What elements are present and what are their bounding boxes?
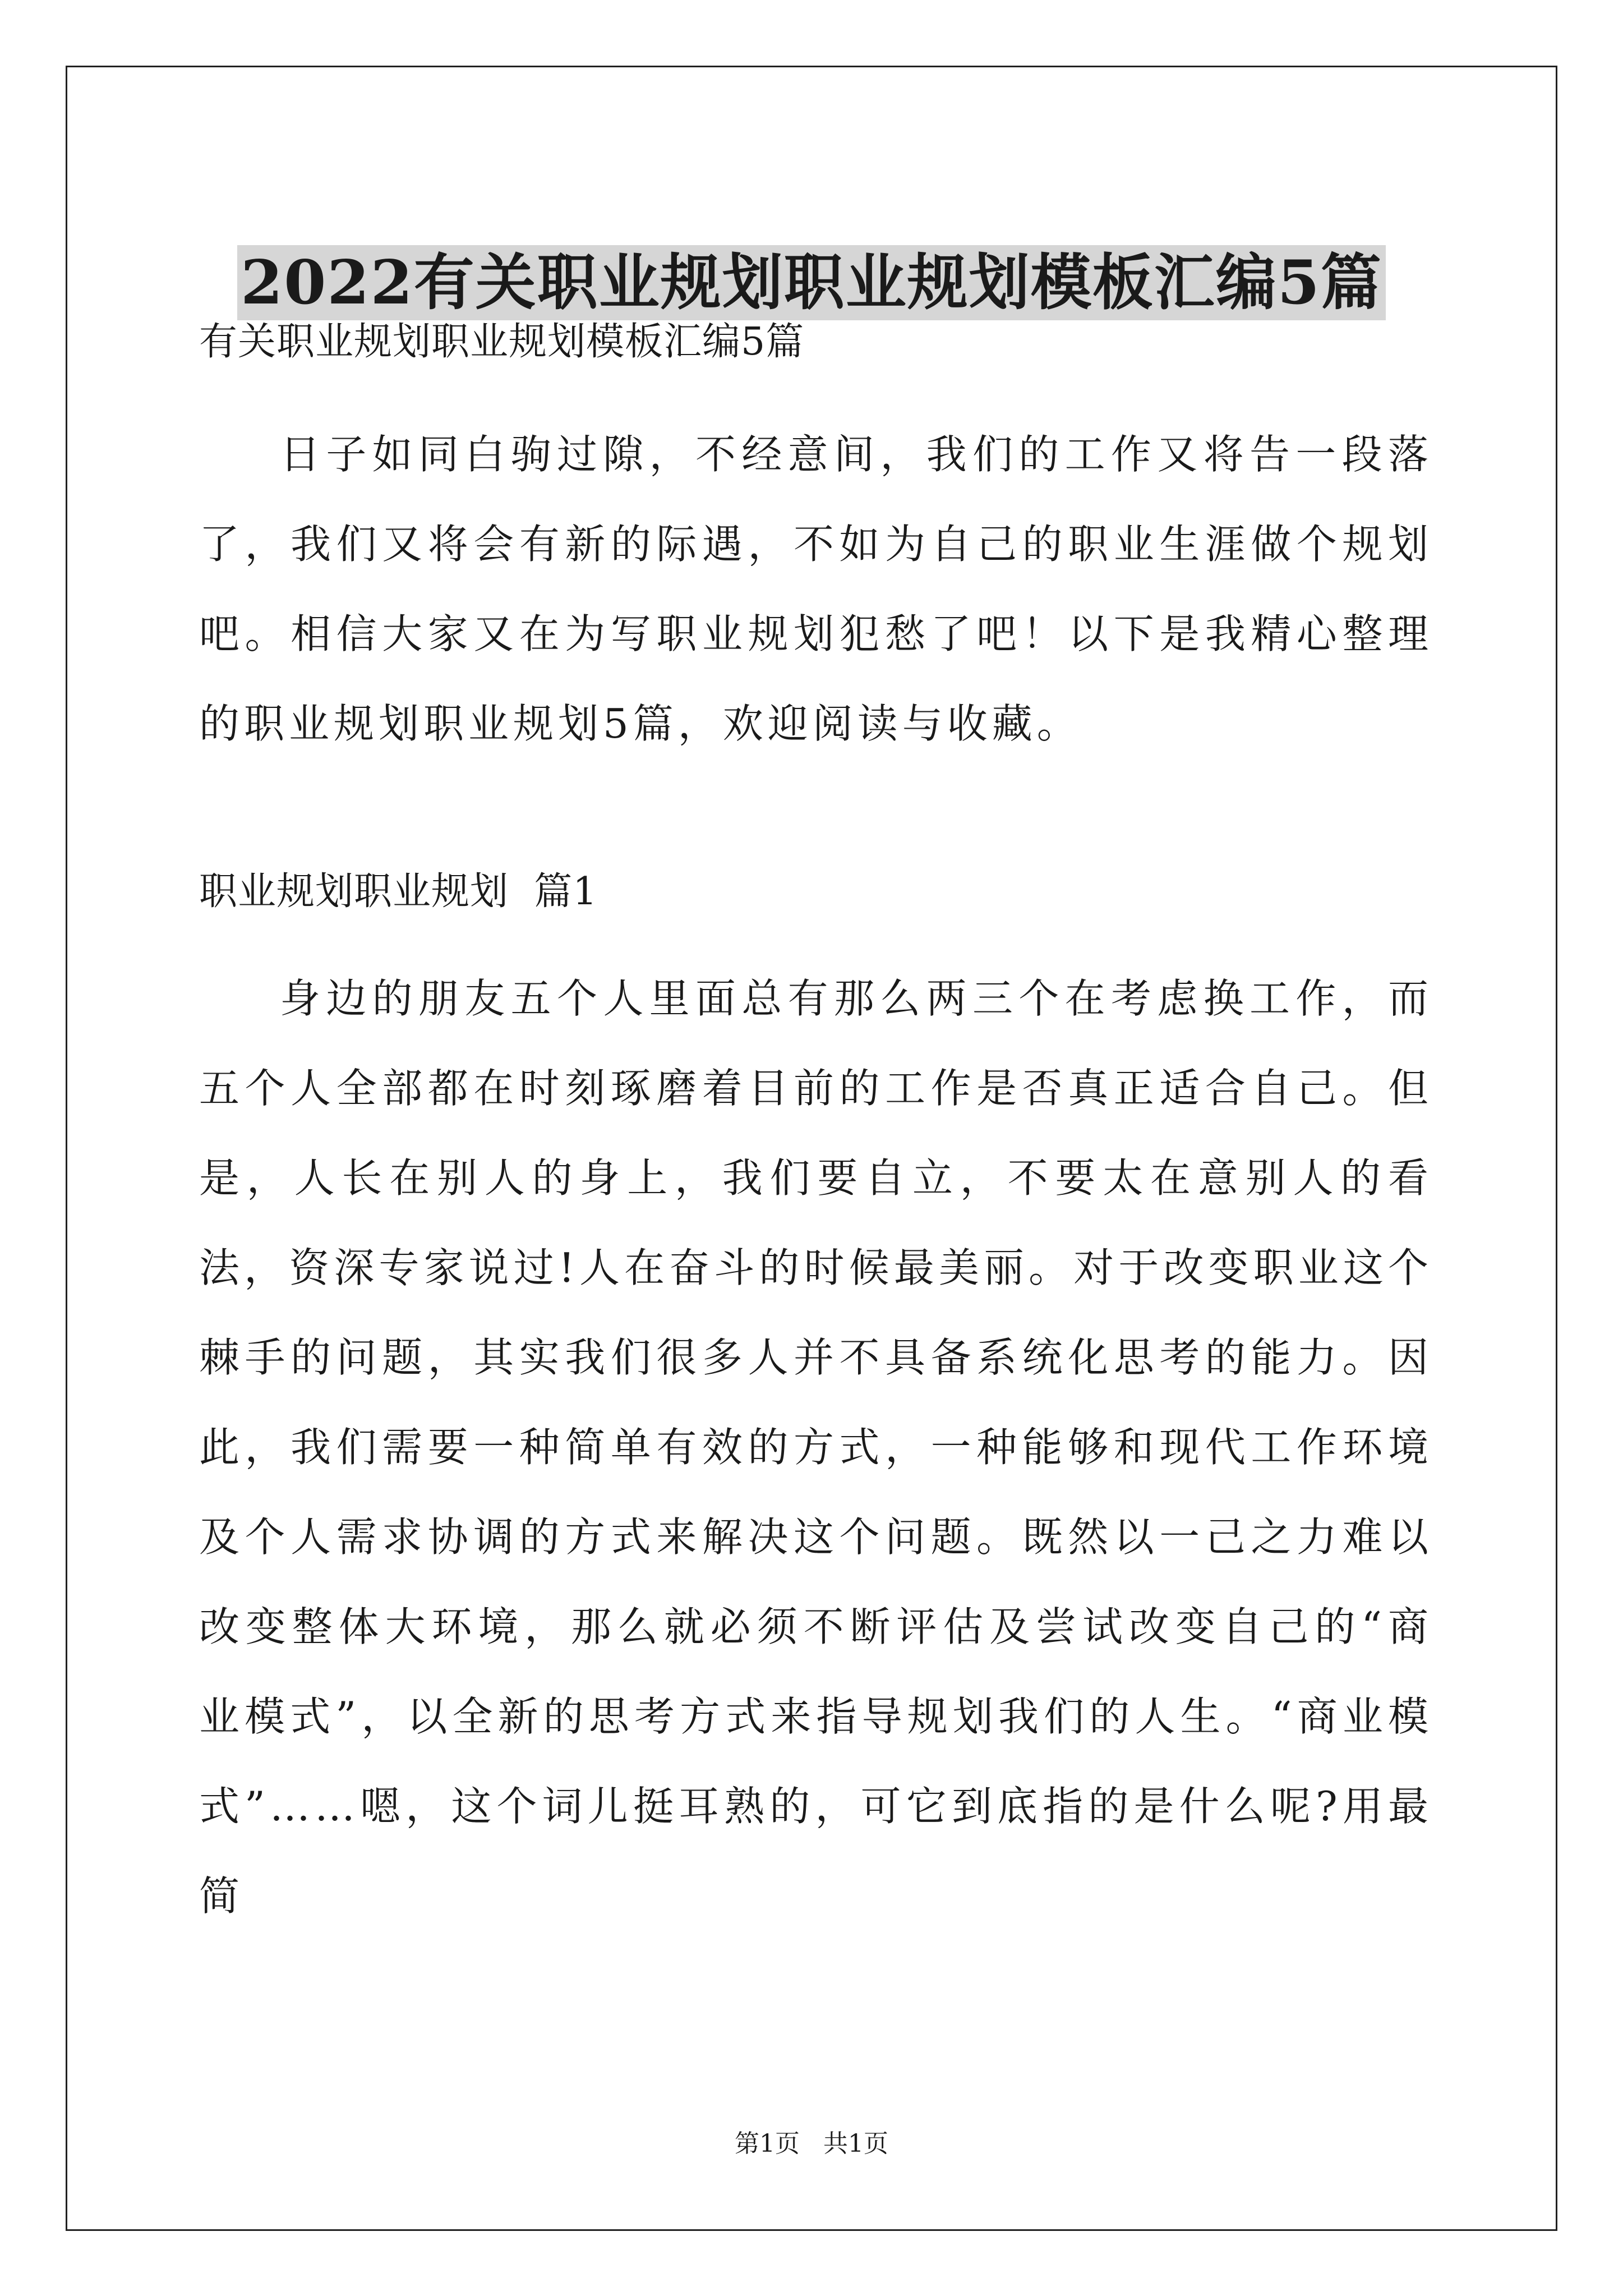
intro-paragraph: 日子如同白驹过隙，不经意间，我们的工作又将告一段落了，我们又将会有新的际遇，不如为自己的职业生涯做个规划吧。相信大家又在为写职业规划犯愁了吧！以下是我精心整理的职业规划职业规划5篇，欢迎阅读与收藏。 xyxy=(199,431,1433,747)
section-heading: 职业规划职业规划 篇1 xyxy=(199,869,598,914)
page-footer: 第1页 共1页 xyxy=(735,2129,888,2158)
document-subtitle: 有关职业规划职业规划模板汇编5篇 xyxy=(199,320,805,364)
document-title: 2022有关职业规划职业规划模板汇编5篇 xyxy=(237,245,1386,320)
section-paragraph: 身边的朋友五个人里面总有那么两三个在考虑换工作，而五个人全部都在时刻琢磨着目前的工作是否真正适合自己。但是，人长在别人的身上，我们要自立，不要太在意别人的看法，资深专家说过!人在奋斗的时候最美丽。对于改变职业这个棘手的问题，其实我们很多人并不具备系统化思考的能力。因此，我们需要一种简单有效的方式，一种能够和现代工作环境及个人需求协调的方式来解决这个问题。既然以一己之力难以改变整体大环境，那么就必须不断评估及尝试改变自己的“商业模式”，以全新的思考方式来指导规划我们的人生。“商业模式”……嗯，这个词儿挺耳熟的，可它到底指的是什么呢?用最简 xyxy=(199,975,1433,1920)
document-body xyxy=(199,314,1433,1941)
